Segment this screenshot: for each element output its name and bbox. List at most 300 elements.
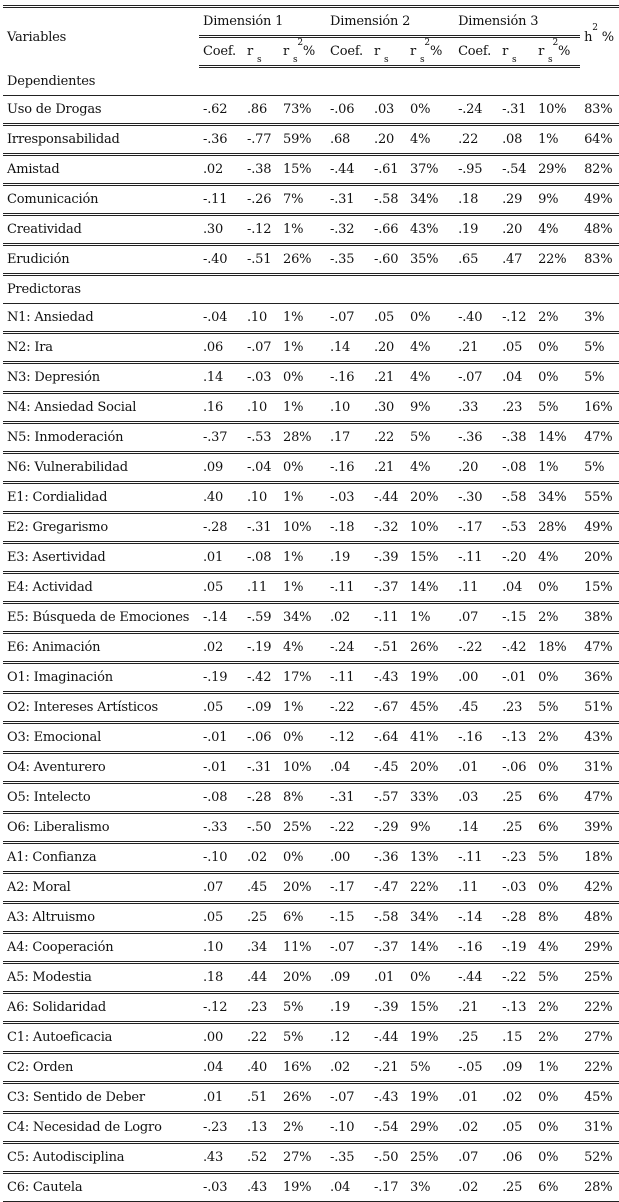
table-cell: 1% [279,333,326,363]
table-cell: 10% [406,513,454,543]
table-cell: 14% [406,573,454,603]
table-cell: -.06 [498,753,534,783]
table-cell: -.29 [370,813,406,843]
table-cell: 27% [279,1143,326,1173]
row-variable-label: C6: Cautela [3,1173,199,1202]
table-cell: .23 [498,693,534,723]
table-cell: .86 [243,96,279,125]
table-cell: -.61 [370,155,406,185]
table-cell: 16% [279,1053,326,1083]
table-cell: 29% [580,933,619,963]
table-cell: -.03 [498,873,534,903]
row-variable-label: Uso de Drogas [3,96,199,125]
dimension-header-row [3,7,619,37]
table-cell: .00 [454,663,498,693]
table-row [3,543,619,573]
table-cell: 29% [534,155,580,185]
table-cell: .05 [199,693,243,723]
table-cell: .01 [370,963,406,993]
table-cell: -.33 [199,813,243,843]
table-cell: 42% [580,873,619,903]
table-row [3,245,619,275]
table-row [3,185,619,215]
table-cell: .21 [454,333,498,363]
table-cell: .00 [326,843,370,873]
table-cell: 19% [406,663,454,693]
table-cell: -.11 [326,663,370,693]
row-variable-label: Creatividad [3,215,199,245]
table-cell: 5% [534,963,580,993]
row-variable-label: C2: Orden [3,1053,199,1083]
table-cell: .25 [498,1173,534,1202]
table-row [3,1173,619,1202]
table-cell: .04 [498,363,534,393]
table-cell: 0% [534,1113,580,1143]
table-cell: .20 [498,215,534,245]
table-cell: 5% [279,993,326,1023]
table-cell: -.08 [243,543,279,573]
table-cell: -.06 [243,723,279,753]
rs2-pct-header: r $_s^2$% [534,37,580,67]
table-cell: 0% [406,963,454,993]
table-cell: 20% [580,543,619,573]
table-row [3,125,619,155]
table-cell: 2% [534,304,580,333]
table-cell: 6% [279,903,326,933]
table-cell: .23 [243,993,279,1023]
table-row [3,96,619,125]
table-cell: -.44 [370,483,406,513]
table-cell: -.19 [498,933,534,963]
table-cell: -.44 [326,155,370,185]
dimension-2-header: Dimensión 2 [326,7,454,37]
table-cell: .01 [454,1083,498,1113]
table-cell: .14 [199,363,243,393]
row-variable-label: E4: Actividad [3,573,199,603]
table-cell: -.05 [454,1053,498,1083]
h2-header: $h^2$ % [584,23,614,45]
table-cell: -.39 [370,543,406,573]
table-cell: .18 [199,963,243,993]
section-label: Predictoras [3,275,619,304]
table-cell: -.17 [326,873,370,903]
table-cell: -.11 [326,573,370,603]
table-cell: -.15 [498,603,534,633]
table-cell: .25 [243,903,279,933]
table-cell: .05 [199,573,243,603]
table-cell: -.51 [243,245,279,275]
table-cell: 8% [279,783,326,813]
section-label: Dependientes [3,67,619,96]
table-cell: .02 [454,1173,498,1202]
table-cell: -.67 [370,693,406,723]
table-cell: 10% [279,753,326,783]
row-variable-label: C5: Autodisciplina [3,1143,199,1173]
table-cell: 2% [534,993,580,1023]
row-variable-label: A5: Modestia [3,963,199,993]
table-cell: -.07 [326,933,370,963]
table-cell: 1% [279,215,326,245]
row-variable-label: Amistad [3,155,199,185]
table-cell: -.39 [370,993,406,1023]
table-cell: -.51 [370,633,406,663]
table-cell: .01 [199,543,243,573]
table-cell: .10 [326,393,370,423]
table-cell: 14% [534,423,580,453]
table-cell: 39% [580,813,619,843]
table-row [3,693,619,723]
table-row [3,873,619,903]
table-cell: 5% [580,453,619,483]
table-cell: .11 [454,573,498,603]
table-cell: 25% [580,963,619,993]
table-cell: -.54 [370,1113,406,1143]
table-cell: .05 [370,304,406,333]
table-cell: -.16 [326,363,370,393]
table-cell: .20 [370,333,406,363]
table-cell: .09 [199,453,243,483]
table-cell: 15% [406,543,454,573]
table-cell: 2% [534,723,580,753]
table-cell: -.57 [370,783,406,813]
table-cell: -.16 [454,723,498,753]
table-cell: .14 [326,333,370,363]
table-cell: .30 [199,215,243,245]
table-cell: -.13 [498,723,534,753]
table-cell: .10 [243,304,279,333]
table-cell: 26% [279,245,326,275]
table-cell: 64% [580,125,619,155]
table-cell: 5% [580,363,619,393]
table-cell: .01 [199,1083,243,1113]
table-cell: 5% [534,843,580,873]
rs-header: r $_s$ [370,37,406,67]
table-cell: -.30 [454,483,498,513]
table-cell: 48% [580,215,619,245]
table-cell: -.12 [498,304,534,333]
table-cell: 19% [406,1083,454,1113]
table-cell: -.08 [498,453,534,483]
table-cell: .02 [326,1053,370,1083]
table-cell: -.16 [454,933,498,963]
table-cell: .30 [370,393,406,423]
table-cell: .04 [498,573,534,603]
table-cell: .14 [454,813,498,843]
table-cell: -.66 [370,215,406,245]
table-cell: .33 [454,393,498,423]
table-cell: -.43 [370,663,406,693]
coef-header: Coef. [199,37,243,67]
table-cell: 5% [534,393,580,423]
table-cell: 0% [279,363,326,393]
table-cell: .10 [243,483,279,513]
table-cell: .22 [243,1023,279,1053]
table-cell: -.31 [243,753,279,783]
table-cell: 3% [580,304,619,333]
table-cell: .02 [326,603,370,633]
table-row [3,993,619,1023]
table-cell: .02 [199,633,243,663]
table-cell: -.64 [370,723,406,753]
table-cell: 4% [534,543,580,573]
table-cell: -.23 [498,843,534,873]
table-cell: 4% [279,633,326,663]
table-cell: -.23 [199,1113,243,1143]
table-cell: -.10 [326,1113,370,1143]
table-cell: .09 [326,963,370,993]
table-cell: -.47 [370,873,406,903]
table-cell: -.58 [370,185,406,215]
table-cell: 1% [279,483,326,513]
table-cell: -.17 [454,513,498,543]
table-cell: -.21 [370,1053,406,1083]
table-cell: 6% [534,1173,580,1202]
table-cell: -.03 [243,363,279,393]
table-cell: -.28 [199,513,243,543]
table-cell: 2% [534,603,580,633]
table-cell: .10 [243,393,279,423]
table-cell: 15% [406,993,454,1023]
row-variable-label: C3: Sentido de Deber [3,1083,199,1113]
table-cell: -.38 [243,155,279,185]
table-cell: 49% [580,185,619,215]
table-cell: 38% [580,603,619,633]
table-cell: 6% [534,813,580,843]
table-cell: -.31 [326,783,370,813]
table-cell: -.06 [326,96,370,125]
table-cell: -.31 [498,96,534,125]
row-variable-label: O4: Aventurero [3,753,199,783]
table-cell: -.18 [326,513,370,543]
table-row [3,453,619,483]
table-cell: -.59 [243,603,279,633]
table-cell: 1% [279,543,326,573]
table-cell: -.40 [199,245,243,275]
row-variable-label: A6: Solidaridad [3,993,199,1023]
table-cell: 31% [580,1113,619,1143]
table-cell: .45 [454,693,498,723]
table-cell: 20% [279,873,326,903]
row-variable-label: E2: Gregarismo [3,513,199,543]
table-cell: .44 [243,963,279,993]
table-row [3,155,619,185]
table-cell: .02 [498,1083,534,1113]
table-cell: .20 [370,125,406,155]
table-cell: .08 [498,125,534,155]
table-cell: -.53 [243,423,279,453]
table-cell: 1% [534,125,580,155]
table-cell: 0% [279,723,326,753]
table-cell: 51% [580,693,619,723]
table-cell: 34% [406,185,454,215]
table-cell: 0% [534,663,580,693]
table-cell: 18% [580,843,619,873]
table-cell: -.03 [326,483,370,513]
table-cell: .68 [326,125,370,155]
table-cell: .19 [326,543,370,573]
table-row [3,903,619,933]
section-row [3,67,619,96]
table-row [3,215,619,245]
table-cell: .05 [498,333,534,363]
table-cell: 8% [534,903,580,933]
table-cell: .06 [498,1143,534,1173]
table-cell: 4% [406,125,454,155]
table-cell: 0% [279,453,326,483]
table-cell: -.04 [243,453,279,483]
variables-header-text: Variables [7,29,67,45]
table-cell: .52 [243,1143,279,1173]
row-variable-label: A4: Cooperación [3,933,199,963]
table-cell: .07 [454,603,498,633]
table-cell: -.31 [326,185,370,215]
table-cell: 9% [406,393,454,423]
table-cell: -.09 [243,693,279,723]
table-cell: -.22 [454,633,498,663]
table-cell: -.03 [199,1173,243,1202]
table-cell: 1% [406,603,454,633]
table-cell: 22% [580,993,619,1023]
table-cell: 4% [406,333,454,363]
table-cell: .07 [454,1143,498,1173]
table-cell: 59% [279,125,326,155]
row-variable-label: E1: Cordialidad [3,483,199,513]
table-cell: 27% [580,1023,619,1053]
table-row [3,483,619,513]
table-cell: .01 [454,753,498,783]
table-cell: -.22 [326,693,370,723]
table-cell: -.20 [498,543,534,573]
table-cell: 6% [534,783,580,813]
table-cell: 0% [534,573,580,603]
table-cell: 20% [279,963,326,993]
row-variable-label: N3: Depresión [3,363,199,393]
dimension-1-header: Dimensión 1 [199,7,326,37]
table-cell: 0% [534,333,580,363]
table-cell: .45 [243,873,279,903]
table-cell: 1% [279,304,326,333]
table-cell: 36% [580,663,619,693]
table-cell: -.19 [199,663,243,693]
table-cell: 43% [580,723,619,753]
table-cell: 82% [580,155,619,185]
table-cell: -.62 [199,96,243,125]
table-cell: -.15 [326,903,370,933]
table-cell: .07 [199,873,243,903]
table-cell: -.50 [243,813,279,843]
table-cell: 17% [279,663,326,693]
table-cell: .51 [243,1083,279,1113]
table-cell: 22% [580,1053,619,1083]
table-cell: .13 [243,1113,279,1143]
rs2-pct-header: r $_s^2$% [406,37,454,67]
table-cell: 0% [406,96,454,125]
table-cell: 25% [279,813,326,843]
table-cell: 10% [534,96,580,125]
table-cell: .43 [199,1143,243,1173]
table-cell: .21 [370,363,406,393]
table-cell: 22% [534,245,580,275]
table-cell: 1% [279,393,326,423]
table-cell: -.54 [498,155,534,185]
row-variable-label: A2: Moral [3,873,199,903]
table-cell: -.37 [370,933,406,963]
table-row [3,304,619,333]
table-cell: -.36 [370,843,406,873]
table-cell: -.13 [498,993,534,1023]
table-cell: 7% [279,185,326,215]
table-cell: .40 [243,1053,279,1083]
table-cell: 35% [406,245,454,275]
table-cell: 33% [406,783,454,813]
row-variable-label: O3: Emocional [3,723,199,753]
row-variable-label: Erudición [3,245,199,275]
row-variable-label: N5: Inmoderación [3,423,199,453]
table-cell: 16% [580,393,619,423]
table-cell: -.22 [498,963,534,993]
table-cell: .47 [498,245,534,275]
table-cell: .20 [454,453,498,483]
table-cell: 49% [580,513,619,543]
table-cell: .16 [199,393,243,423]
table-cell: -.42 [243,663,279,693]
table-cell: 29% [406,1113,454,1143]
row-variable-label: A1: Confianza [3,843,199,873]
table-cell: 0% [279,843,326,873]
table-cell: 1% [279,693,326,723]
table-cell: 4% [406,363,454,393]
table-cell: 31% [580,753,619,783]
table-cell: 26% [279,1083,326,1113]
table-cell: .19 [326,993,370,1023]
table-cell: 47% [580,633,619,663]
table-cell: 0% [534,363,580,393]
table-cell: -.28 [243,783,279,813]
table-cell: 4% [534,933,580,963]
row-variable-label: E5: Búsqueda de Emociones [3,603,199,633]
canonical-correlation-table [3,5,619,1202]
table-row [3,723,619,753]
table-cell: .18 [454,185,498,215]
table-cell: -.44 [454,963,498,993]
table-cell: 1% [279,573,326,603]
table-cell: 18% [534,633,580,663]
dimension-3-header: Dimensión 3 [454,7,580,37]
table-row [3,753,619,783]
table-cell: -.14 [454,903,498,933]
table-cell: .40 [199,483,243,513]
table-row [3,393,619,423]
table-cell: 9% [534,185,580,215]
rs2-pct-header: r $_s^2$% [279,37,326,67]
table-cell: 0% [534,1083,580,1113]
table-cell: .12 [326,1023,370,1053]
table-cell: .21 [370,453,406,483]
table-cell: -.12 [199,993,243,1023]
table-cell: .03 [370,96,406,125]
table-cell: .11 [454,873,498,903]
table-cell: 55% [580,483,619,513]
row-variable-label: N4: Ansiedad Social [3,393,199,423]
table-cell: 52% [580,1143,619,1173]
table-cell: 26% [406,633,454,663]
table-cell: -.44 [370,1023,406,1053]
table-cell: 47% [580,423,619,453]
coef-header: Coef. [326,37,370,67]
table-cell: -.36 [454,423,498,453]
table-cell: -.17 [370,1173,406,1202]
table-row [3,663,619,693]
